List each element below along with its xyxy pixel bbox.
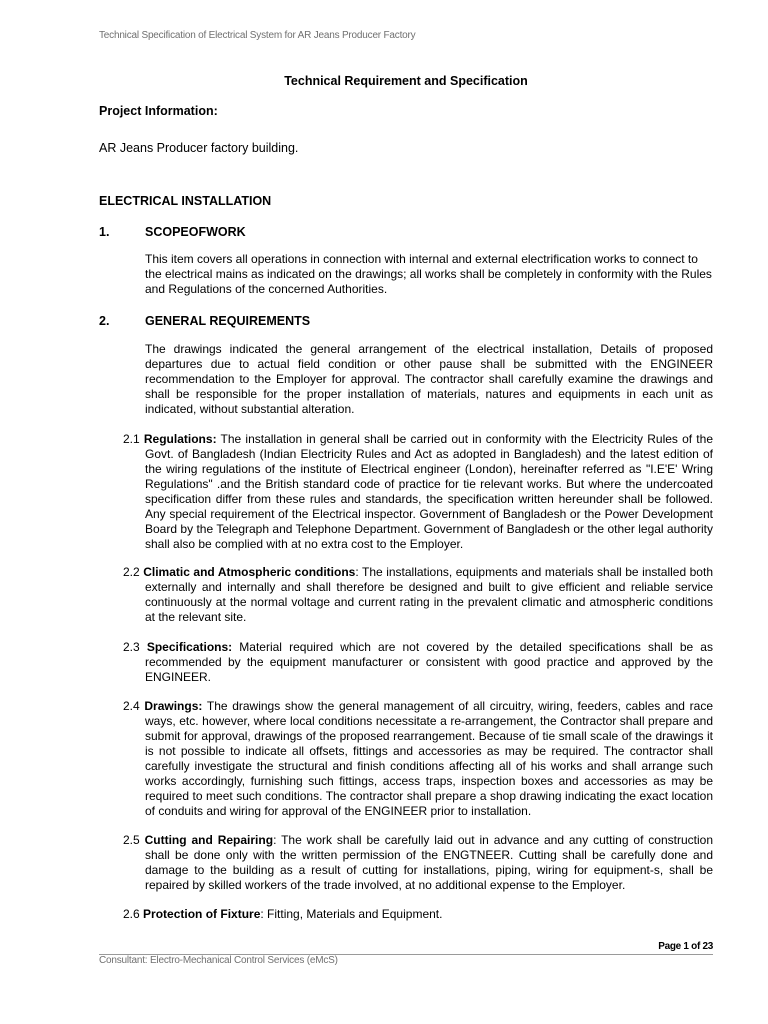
general-req-number: 2. bbox=[99, 314, 110, 328]
clause-label: Protection of Fixture bbox=[143, 907, 261, 921]
clause-text: The drawings show the general management of all circuitry, wiring, feeders, cables and race ways, etc. however, where local conditions necessitate a re-arrangement, the Contractor shall prepare and submit for approval, drawings of the proposed rearrangement. Because of tie small scale of the drawings it is not possible to indicate all offsets, fittings and accessories as may be required. The contractor shall carefully investigate the structural and finish conditions affecting all of his works and shall arrange such works accordingly, furnishing such fittings, access traps, inspection boxes and accessories as may be required to meet such conditions. The contractor shall prepare a shop drawing indicating the exact location of conduits and wiring for approval of the ENGINEER prior to installation. bbox=[145, 699, 713, 818]
clause-label: Cutting and Repairing bbox=[144, 833, 274, 847]
general-req-heading bbox=[99, 314, 310, 328]
clause-text: : The work shall be carefully laid out in advance and any cutting of construction shall be done only with the written permission of the ENGTNEER. Cutting shall be carefully done and damage to the building as a result of cutting for installations, piping, wiring for equipment-s, shall be repaired by skilled workers of the trade involved, at no additional expense to the Employer. bbox=[145, 833, 713, 892]
clause-number: 2.2 bbox=[123, 565, 140, 579]
clause-label: Drawings: bbox=[144, 699, 203, 713]
project-info-heading: Project Information: bbox=[99, 104, 218, 118]
clause-text: : Fitting, Materials and Equipment. bbox=[260, 907, 443, 921]
clause-number: 2.5 bbox=[123, 833, 140, 847]
clause-label: Specifications: bbox=[146, 640, 233, 654]
clause-text: The installation in general shall be carried out in conformity with the Electricity Rules of the Govt. of Bangladesh (Indian Electricity Rules and Act as adopted in Bangladesh) and the latest edition of the wiring regulations of the institute of Electrical engineer (London), hereinafter referred as "I.E'E' Wring Regulations" .and the British standard code of practice for tie relevant works. But where the undercoated specification differ from these rules and standards, the specification written hereunder shall be followed. Any special requirement of the Electrical inspector. Government of Bangladesh or the Power Development Board by the Telegraph and Telephone Department. Government of Bangladesh or the other legal authority shall also be complied with at no extra cost to the Employer. bbox=[145, 432, 713, 551]
consultant-footer: Consultant: Electro-Mechanical Control Services (eMcS) bbox=[99, 955, 338, 966]
clause-number: 2.3 bbox=[123, 640, 140, 654]
scope-title: SCOPEOFWORK bbox=[145, 225, 246, 239]
clause-label: Regulations: bbox=[143, 432, 217, 446]
clause-label: Climatic and Atmospheric conditions bbox=[143, 565, 356, 579]
general-req-paragraph: The drawings indicated the general arrangement of the electrical installation, Details of proposed departures due to actual field condition or other pause shall be submitted with the ENGINEER recommendation to the Employer for approval. The contractor shall carefully examine the drawings and shall be responsible for the proper installation of materials, natures and equipments in each unit as indicated, without substantial alteration. bbox=[145, 342, 713, 416]
clause-text: Material required which are not covered by the detailed specifications shall be as recommended by the equipment manufacturer or consistent with good practice and approved by the ENGINEER. bbox=[145, 640, 713, 684]
clause-specifications bbox=[99, 640, 713, 685]
clause-text: : The installations, equipments and materials shall be installed both externally and internally and shall therefore be designed and built to give efficient and reliable service continuously at the normal voltage and current rating in the prevalent climatic and atmospheric conditions at the relevant site. bbox=[145, 565, 713, 624]
scope-heading bbox=[99, 225, 246, 239]
clause-regulations bbox=[99, 432, 713, 552]
clause-number: 2.1 bbox=[123, 432, 140, 446]
scope-number: 1. bbox=[99, 225, 110, 239]
clause-drawings bbox=[99, 699, 713, 819]
scope-paragraph: This item covers all operations in connection with internal and external electrification works to connect to the electrical mains as indicated on the drawings; all works shall be completely in conformity with the Rules and Regulations of the concerned Authorities. bbox=[145, 252, 712, 296]
clause-cutting bbox=[99, 833, 713, 893]
section-heading: ELECTRICAL INSTALLATION bbox=[99, 194, 272, 208]
clause-number: 2.6 bbox=[123, 907, 140, 921]
clause-protection bbox=[99, 907, 713, 922]
running-header: Technical Specification of Electrical System for AR Jeans Producer Factory bbox=[99, 30, 416, 41]
general-req-title: GENERAL REQUIREMENTS bbox=[145, 314, 311, 328]
clause-number: 2.4 bbox=[123, 699, 140, 713]
project-info-text: AR Jeans Producer factory building. bbox=[99, 141, 299, 155]
clause-climatic bbox=[99, 565, 713, 625]
document-title: Technical Requirement and Specification bbox=[284, 74, 528, 88]
page-number: Page 1 of 23 bbox=[658, 941, 713, 952]
